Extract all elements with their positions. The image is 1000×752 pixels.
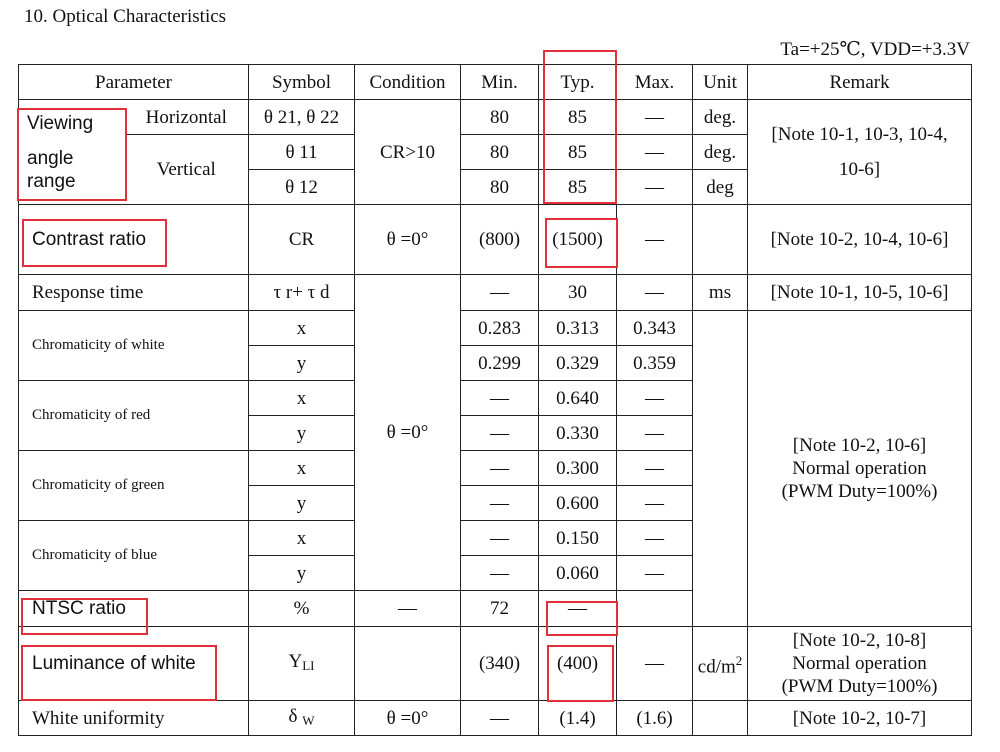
symbol-cell: x xyxy=(249,521,355,556)
max-cell: — xyxy=(617,170,693,205)
min-cell: 80 xyxy=(461,100,539,135)
unit-cell: deg. xyxy=(693,100,748,135)
max-cell: (1.6) xyxy=(617,701,693,736)
header-symbol: Symbol xyxy=(249,65,355,100)
chroma-remark-line1: [Note 10-2, 10-6] xyxy=(792,435,927,456)
chromaticity-green-label: Chromaticity of green xyxy=(19,451,249,521)
max-cell: — xyxy=(617,275,693,311)
condition-cell: θ =0° xyxy=(355,205,461,275)
viewing-vertical-label: Vertical xyxy=(125,135,249,205)
symbol-cell: x xyxy=(249,381,355,416)
viewing-angle-label xyxy=(19,100,125,205)
max-cell: — xyxy=(617,416,693,451)
viewing-remark xyxy=(748,100,972,205)
header-typ: Typ. xyxy=(539,65,617,100)
typ-cell: 85 xyxy=(539,135,617,170)
symbol-cell: y xyxy=(249,556,355,591)
max-cell: — xyxy=(617,381,693,416)
viewing-condition: CR>10 xyxy=(355,100,461,205)
shared-condition-cell: θ =0° xyxy=(355,275,461,591)
min-cell: — xyxy=(461,486,539,521)
min-cell: 0.283 xyxy=(461,311,539,346)
header-unit: Unit xyxy=(693,65,748,100)
luminance-white-label: Luminance of white xyxy=(19,627,249,701)
viewing-label-line1: Viewing xyxy=(27,112,94,134)
viewing-remark-line1: [Note 10-1, 10-3, 10-4, xyxy=(771,124,948,145)
typ-cell: 85 xyxy=(539,170,617,205)
typ-cell: 0.330 xyxy=(539,416,617,451)
symbol-cell: x xyxy=(249,451,355,486)
symbol-cell xyxy=(249,701,355,736)
min-cell: — xyxy=(461,701,539,736)
symbol-cell: τ r+ τ d xyxy=(249,275,355,311)
max-cell: — xyxy=(617,521,693,556)
unit-cell xyxy=(693,311,748,627)
typ-cell: 0.300 xyxy=(539,451,617,486)
test-condition-note: Ta=+25℃, VDD=+3.3V xyxy=(780,39,970,60)
min-cell: — xyxy=(461,275,539,311)
typ-cell: 0.640 xyxy=(539,381,617,416)
luminance-unit-sup: 2 xyxy=(735,652,743,668)
viewing-horizontal-label: Horizontal xyxy=(125,100,249,135)
header-parameter: Parameter xyxy=(19,65,249,100)
contrast-ratio-label: Contrast ratio xyxy=(19,205,249,275)
uniformity-symbol-sub: W xyxy=(302,712,315,728)
luminance-symbol-sub: LI xyxy=(302,658,315,673)
luminance-remark-line1: [Note 10-2, 10-8] xyxy=(792,630,927,651)
min-cell: — xyxy=(461,381,539,416)
typ-cell: 30 xyxy=(539,275,617,311)
unit-cell xyxy=(693,205,748,275)
min-cell: — xyxy=(461,451,539,486)
symbol-cell: CR xyxy=(249,205,355,275)
table-row xyxy=(19,311,972,346)
symbol-cell: θ 11 xyxy=(249,135,355,170)
white-uniformity-label: White uniformity xyxy=(19,701,249,736)
uniformity-symbol: δ xyxy=(288,705,298,727)
header-row xyxy=(19,65,972,100)
optical-characteristics-table xyxy=(18,64,972,736)
symbol-cell: θ 12 xyxy=(249,170,355,205)
max-cell: 0.343 xyxy=(617,311,693,346)
luminance-unit: cd/m xyxy=(697,656,736,678)
min-cell: (340) xyxy=(461,627,539,701)
chromaticity-blue-label: Chromaticity of blue xyxy=(19,521,249,591)
header-remark: Remark xyxy=(748,65,972,100)
luminance-remark-line2: Normal operation xyxy=(792,653,927,674)
typ-cell: 0.150 xyxy=(539,521,617,556)
symbol-cell: y xyxy=(249,486,355,521)
chromaticity-red-label: Chromaticity of red xyxy=(19,381,249,451)
condition-cell xyxy=(355,627,461,701)
table-row xyxy=(19,627,972,701)
typ-cell: 0.600 xyxy=(539,486,617,521)
min-cell: — xyxy=(461,416,539,451)
max-cell: — xyxy=(539,591,617,627)
symbol-cell: y xyxy=(249,416,355,451)
symbol-cell: % xyxy=(249,591,355,627)
symbol-cell: y xyxy=(249,346,355,381)
chroma-remark-line2: Normal operation xyxy=(792,458,927,479)
luminance-remark-line3: (PWM Duty=100%) xyxy=(781,676,938,697)
symbol-cell: x xyxy=(249,311,355,346)
header-max: Max. xyxy=(617,65,693,100)
typ-cell: 0.060 xyxy=(539,556,617,591)
section-heading: 10. Optical Characteristics xyxy=(24,6,227,27)
remark-cell: [Note 10-2, 10-7] xyxy=(748,701,972,736)
max-cell: — xyxy=(617,100,693,135)
min-cell: — xyxy=(461,521,539,556)
min-cell: — xyxy=(355,591,461,627)
chromaticity-remark xyxy=(748,311,972,627)
unit-cell xyxy=(693,627,748,701)
max-cell: — xyxy=(617,627,693,701)
max-cell: — xyxy=(617,205,693,275)
typ-cell: (400) xyxy=(539,627,617,701)
viewing-remark-line2: 10-6] xyxy=(838,159,881,180)
unit-cell: ms xyxy=(693,275,748,311)
min-cell: 80 xyxy=(461,135,539,170)
max-cell: — xyxy=(617,556,693,591)
unit-cell: deg xyxy=(693,170,748,205)
min-cell: (800) xyxy=(461,205,539,275)
remark-cell: [Note 10-1, 10-5, 10-6] xyxy=(748,275,972,311)
min-cell: 80 xyxy=(461,170,539,205)
condition-cell: θ =0° xyxy=(355,701,461,736)
max-cell: — xyxy=(617,451,693,486)
header-min: Min. xyxy=(461,65,539,100)
remark-cell: [Note 10-2, 10-4, 10-6] xyxy=(748,205,972,275)
typ-cell: 0.313 xyxy=(539,311,617,346)
typ-cell: (1.4) xyxy=(539,701,617,736)
table-row xyxy=(19,100,972,135)
viewing-label-line2: angle range xyxy=(27,147,76,192)
chromaticity-white-label: Chromaticity of white xyxy=(19,311,249,381)
min-cell: 0.299 xyxy=(461,346,539,381)
table-row xyxy=(19,205,972,275)
typ-cell: (1500) xyxy=(539,205,617,275)
min-cell: — xyxy=(461,556,539,591)
unit-cell: deg. xyxy=(693,135,748,170)
symbol-cell xyxy=(249,627,355,701)
typ-cell: 0.329 xyxy=(539,346,617,381)
ntsc-ratio-label: NTSC ratio xyxy=(19,591,249,627)
table-row xyxy=(19,275,972,311)
unit-cell xyxy=(693,701,748,736)
max-cell: — xyxy=(617,135,693,170)
typ-cell: 72 xyxy=(461,591,539,627)
header-condition: Condition xyxy=(355,65,461,100)
response-time-label: Response time xyxy=(19,275,249,311)
max-cell: 0.359 xyxy=(617,346,693,381)
symbol-cell: θ 21, θ 22 xyxy=(249,100,355,135)
chroma-remark-line3: (PWM Duty=100%) xyxy=(781,481,938,502)
luminance-remark xyxy=(748,627,972,701)
luminance-symbol: Y xyxy=(288,651,303,672)
max-cell: — xyxy=(617,486,693,521)
typ-cell: 85 xyxy=(539,100,617,135)
table-row xyxy=(19,701,972,736)
